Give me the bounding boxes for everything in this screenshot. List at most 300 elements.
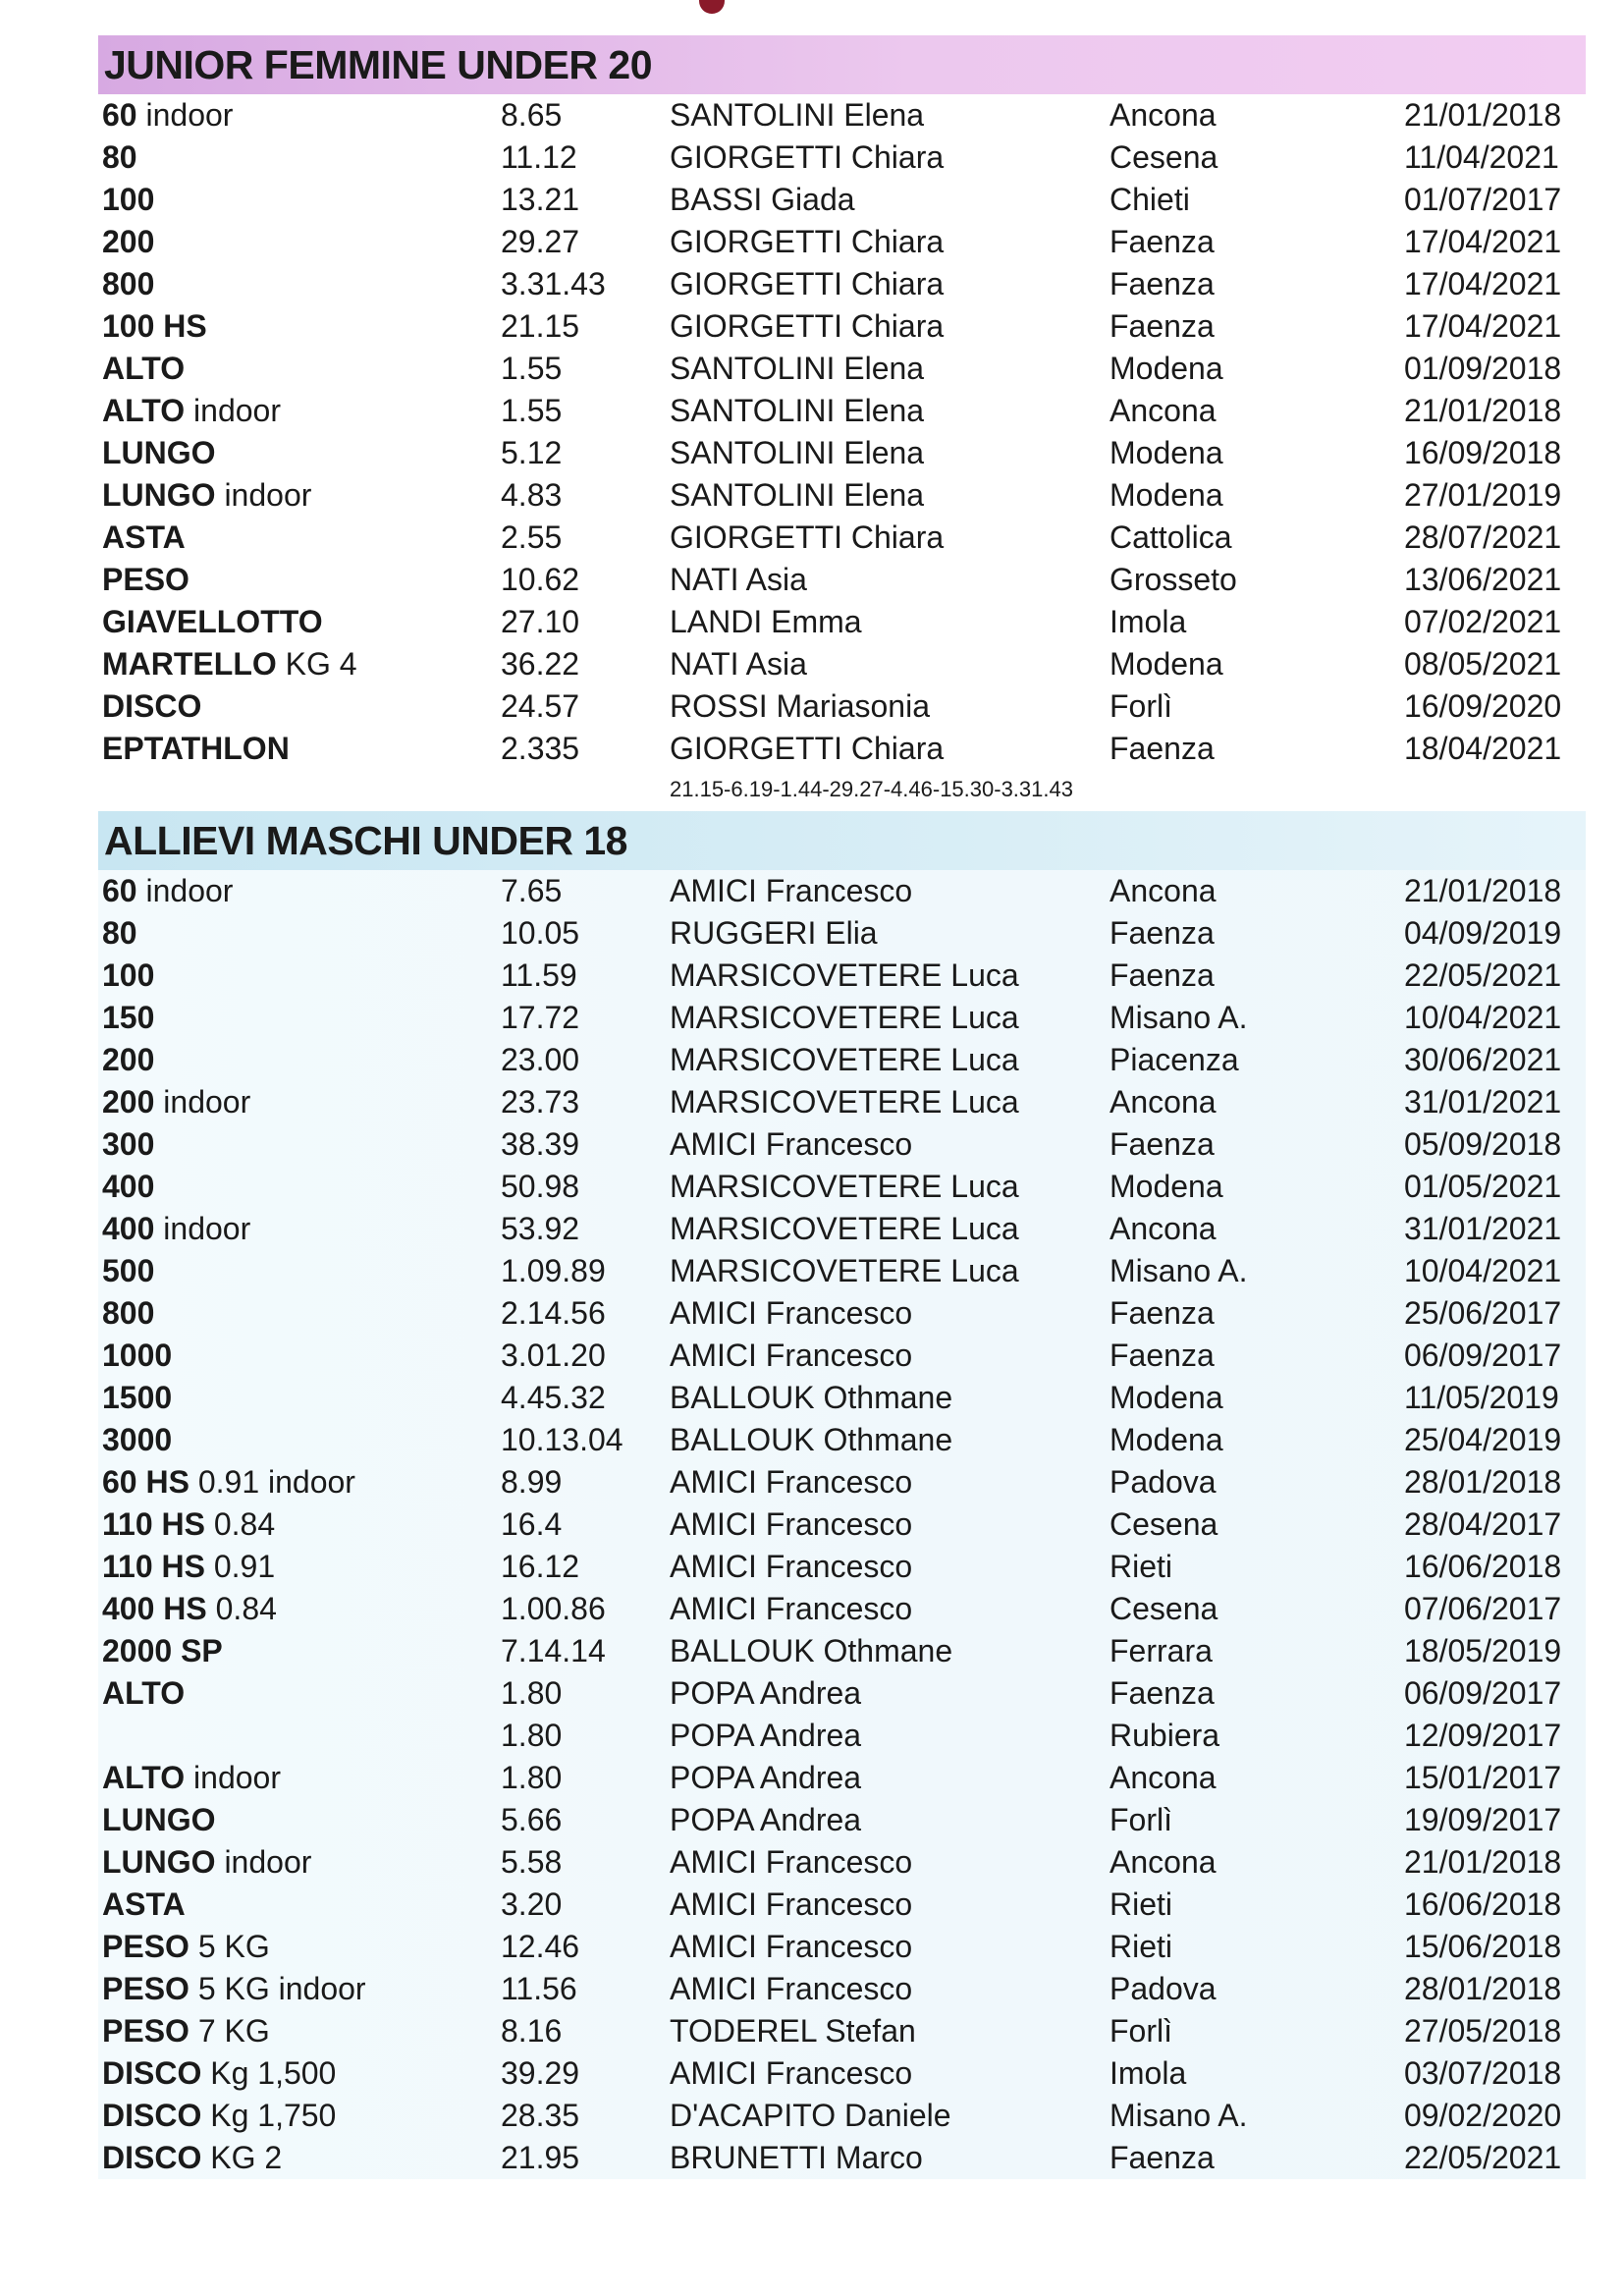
performance-cell: 24.57	[501, 688, 580, 724]
event-cell	[102, 474, 311, 517]
athlete-cell: MARSICOVETERE Luca	[670, 957, 1019, 993]
athlete-cell: MARSICOVETERE Luca	[670, 1042, 1019, 1077]
performance-cell: 1.80	[501, 1675, 563, 1711]
athlete-cell: SANTOLINI Elena	[670, 97, 925, 133]
table-row	[98, 1208, 1586, 1250]
event-name: 80	[102, 915, 137, 951]
athlete-cell: GIORGETTI Chiara	[670, 224, 945, 259]
performance-cell: 53.92	[501, 1211, 580, 1246]
event-cell	[102, 1039, 154, 1081]
athlete-cell: GIORGETTI Chiara	[670, 139, 945, 175]
event-name: 150	[102, 1000, 155, 1035]
city-cell: Imola	[1110, 2055, 1187, 2091]
event-name: LUNGO	[102, 1802, 216, 1837]
event-name: 110 HS	[102, 1506, 205, 1542]
date-cell: 09/02/2020	[1404, 2098, 1562, 2133]
table-row	[98, 955, 1586, 997]
athlete-cell: AMICI Francesco	[670, 1506, 913, 1542]
table-row	[98, 728, 1586, 770]
performance-cell: 1.80	[501, 1718, 563, 1753]
date-cell: 10/04/2021	[1404, 1000, 1562, 1035]
eptathlon-detail-text: 21.15-6.19-1.44-29.27-4.46-15.30-3.31.43	[670, 777, 1073, 801]
city-cell: Faenza	[1110, 266, 1215, 301]
city-cell: Modena	[1110, 351, 1223, 386]
city-cell: Ancona	[1110, 873, 1217, 908]
city-cell: Ancona	[1110, 1844, 1217, 1880]
athlete-cell: AMICI Francesco	[670, 1886, 913, 1922]
city-cell: Padova	[1110, 1464, 1217, 1500]
performance-cell: 1.09.89	[501, 1253, 606, 1288]
event-name: 500	[102, 1253, 155, 1288]
performance-cell: 7.65	[501, 873, 563, 908]
event-name: 1000	[102, 1338, 173, 1373]
city-cell: Grosseto	[1110, 562, 1237, 597]
date-cell: 03/07/2018	[1404, 2055, 1562, 2091]
event-name: 200	[102, 1084, 155, 1120]
date-cell: 21/01/2018	[1404, 393, 1562, 428]
performance-cell: 50.98	[501, 1169, 580, 1204]
athlete-cell: RUGGERI Elia	[670, 915, 878, 951]
event-cell	[102, 912, 137, 955]
event-spec: indoor	[185, 393, 281, 428]
event-cell	[102, 2010, 270, 2052]
eptathlon-detail	[98, 770, 1586, 809]
event-name: GIAVELLOTTO	[102, 604, 323, 639]
city-cell: Faenza	[1110, 1338, 1215, 1373]
city-cell: Ancona	[1110, 393, 1217, 428]
athlete-cell: AMICI Francesco	[670, 1971, 913, 2006]
city-cell: Cesena	[1110, 139, 1218, 175]
event-name: 200	[102, 224, 155, 259]
city-cell: Rubiera	[1110, 1718, 1220, 1753]
city-cell: Imola	[1110, 604, 1187, 639]
athlete-cell: BALLOUK Othmane	[670, 1633, 953, 1668]
event-name: MARTELLO	[102, 646, 277, 682]
event-cell	[102, 1630, 223, 1672]
table-row	[98, 1503, 1586, 1546]
event-name: 100	[102, 182, 155, 217]
date-cell: 04/09/2019	[1404, 915, 1562, 951]
event-name: PESO	[102, 1971, 189, 2006]
athlete-cell: SANTOLINI Elena	[670, 477, 925, 513]
event-cell	[102, 263, 154, 305]
performance-cell: 3.31.43	[501, 266, 606, 301]
athlete-cell: MARSICOVETERE Luca	[670, 1211, 1019, 1246]
athlete-cell: BALLOUK Othmane	[670, 1380, 953, 1415]
scan-mark	[699, 0, 725, 14]
event-name: EPTATHLON	[102, 731, 290, 766]
date-cell: 01/05/2021	[1404, 1169, 1562, 1204]
city-cell: Faenza	[1110, 2140, 1215, 2175]
event-cell	[102, 1335, 172, 1377]
table-row	[98, 997, 1586, 1039]
table-row	[98, 348, 1586, 390]
event-cell	[102, 1166, 154, 1208]
table-row	[98, 1757, 1586, 1799]
event-cell	[102, 1123, 154, 1166]
date-cell: 21/01/2018	[1404, 97, 1562, 133]
performance-cell: 5.12	[501, 435, 563, 470]
city-cell: Ferrara	[1110, 1633, 1213, 1668]
event-cell	[102, 2095, 336, 2137]
city-cell: Cesena	[1110, 1591, 1218, 1626]
athlete-cell: GIORGETTI Chiara	[670, 519, 945, 555]
event-name: PESO	[102, 1929, 189, 1964]
table-row	[98, 2052, 1586, 2095]
date-cell: 21/01/2018	[1404, 1844, 1562, 1880]
event-spec: KG 2	[201, 2140, 283, 2175]
date-cell: 07/06/2017	[1404, 1591, 1562, 1626]
event-cell	[102, 305, 207, 348]
event-cell	[102, 1672, 185, 1715]
athlete-cell: POPA Andrea	[670, 1675, 862, 1711]
event-name: ASTA	[102, 1886, 186, 1922]
event-cell	[102, 601, 323, 643]
performance-cell: 4.83	[501, 477, 563, 513]
performance-cell: 28.35	[501, 2098, 580, 2133]
event-spec: indoor	[154, 1084, 251, 1120]
event-name: 1500	[102, 1380, 173, 1415]
city-cell: Cesena	[1110, 1506, 1218, 1542]
city-cell: Modena	[1110, 1422, 1223, 1457]
athlete-cell: AMICI Francesco	[670, 1844, 913, 1880]
date-cell: 06/09/2017	[1404, 1675, 1562, 1711]
athlete-cell: AMICI Francesco	[670, 1295, 913, 1331]
date-cell: 19/09/2017	[1404, 1802, 1562, 1837]
date-cell: 28/01/2018	[1404, 1464, 1562, 1500]
athlete-cell: NATI Asia	[670, 646, 807, 682]
event-spec: 0.91 indoor	[189, 1464, 355, 1500]
table-row	[98, 2095, 1586, 2137]
event-name: 100	[102, 957, 155, 993]
city-cell: Faenza	[1110, 957, 1215, 993]
performance-cell: 3.20	[501, 1886, 563, 1922]
athlete-cell: MARSICOVETERE Luca	[670, 1253, 1019, 1288]
event-cell	[102, 348, 185, 390]
event-cell	[102, 728, 290, 770]
event-name: DISCO	[102, 2140, 202, 2175]
athlete-cell: SANTOLINI Elena	[670, 435, 925, 470]
athlete-cell: POPA Andrea	[670, 1802, 862, 1837]
city-cell: Ancona	[1110, 1084, 1217, 1120]
athlete-cell: AMICI Francesco	[670, 1464, 913, 1500]
event-cell	[102, 685, 201, 728]
table-row	[98, 1377, 1586, 1419]
city-cell: Modena	[1110, 477, 1223, 513]
table-row	[98, 517, 1586, 559]
table-row	[98, 1588, 1586, 1630]
event-spec: indoor	[185, 1760, 281, 1795]
event-spec: indoor	[215, 477, 312, 513]
city-cell: Ancona	[1110, 1760, 1217, 1795]
city-cell: Misano A.	[1110, 1253, 1248, 1288]
event-spec: 5 KG indoor	[189, 1971, 366, 2006]
date-cell: 27/01/2019	[1404, 477, 1562, 513]
performance-cell: 4.45.32	[501, 1380, 606, 1415]
city-cell: Modena	[1110, 435, 1223, 470]
table-row	[98, 1081, 1586, 1123]
city-cell: Rieti	[1110, 1929, 1173, 1964]
event-name: DISCO	[102, 688, 202, 724]
athlete-cell: AMICI Francesco	[670, 873, 913, 908]
athlete-cell: GIORGETTI Chiara	[670, 731, 945, 766]
athlete-cell: POPA Andrea	[670, 1718, 862, 1753]
event-name: 3000	[102, 1422, 173, 1457]
event-name: 800	[102, 266, 155, 301]
event-cell	[102, 390, 281, 432]
performance-cell: 5.66	[501, 1802, 563, 1837]
date-cell: 15/06/2018	[1404, 1929, 1562, 1964]
athlete-cell: MARSICOVETERE Luca	[670, 1084, 1019, 1120]
city-cell: Piacenza	[1110, 1042, 1239, 1077]
date-cell: 31/01/2021	[1404, 1211, 1562, 1246]
performance-cell: 5.58	[501, 1844, 563, 1880]
performance-cell: 16.4	[501, 1506, 563, 1542]
city-cell: Forlì	[1110, 688, 1172, 724]
performance-cell: 10.62	[501, 562, 580, 597]
date-cell: 06/09/2017	[1404, 1338, 1562, 1373]
city-cell: Padova	[1110, 1971, 1217, 2006]
event-cell	[102, 1250, 154, 1292]
table-row	[98, 643, 1586, 685]
event-cell	[102, 1461, 355, 1503]
date-cell: 15/01/2017	[1404, 1760, 1562, 1795]
date-cell: 22/05/2021	[1404, 957, 1562, 993]
athlete-cell: POPA Andrea	[670, 1760, 862, 1795]
event-cell	[102, 517, 186, 559]
performance-cell: 11.12	[501, 139, 577, 175]
table-row	[98, 1884, 1586, 1926]
athlete-cell: D'ACAPITO Daniele	[670, 2098, 951, 2133]
table-row	[98, 1039, 1586, 1081]
athlete-cell: AMICI Francesco	[670, 1338, 913, 1373]
city-cell: Chieti	[1110, 182, 1190, 217]
date-cell: 30/06/2021	[1404, 1042, 1562, 1077]
event-cell	[102, 1292, 154, 1335]
date-cell: 17/04/2021	[1404, 308, 1562, 344]
athlete-cell: AMICI Francesco	[670, 1126, 913, 1162]
event-spec: 0.91	[204, 1549, 276, 1584]
event-name: 60	[102, 873, 137, 908]
date-cell: 11/05/2019	[1404, 1380, 1559, 1415]
event-name: 80	[102, 139, 137, 175]
event-name: ALTO	[102, 393, 186, 428]
date-cell: 16/06/2018	[1404, 1886, 1562, 1922]
athlete-cell: BASSI Giada	[670, 182, 855, 217]
date-cell: 18/04/2021	[1404, 731, 1562, 766]
performance-cell: 36.22	[501, 646, 580, 682]
city-cell: Cattolica	[1110, 519, 1232, 555]
event-cell	[102, 870, 233, 912]
table-row	[98, 1841, 1586, 1884]
performance-cell: 38.39	[501, 1126, 580, 1162]
athlete-cell: AMICI Francesco	[670, 1929, 913, 1964]
table-row	[98, 2137, 1586, 2179]
table-row	[98, 601, 1586, 643]
date-cell: 16/09/2020	[1404, 688, 1562, 724]
city-cell: Forlì	[1110, 2013, 1172, 2049]
athlete-cell: GIORGETTI Chiara	[670, 266, 945, 301]
records-list	[98, 870, 1586, 2179]
event-name: 300	[102, 1126, 155, 1162]
table-row	[98, 1250, 1586, 1292]
date-cell: 18/05/2019	[1404, 1633, 1562, 1668]
performance-cell: 2.335	[501, 731, 580, 766]
city-cell: Forlì	[1110, 1802, 1172, 1837]
event-name: ASTA	[102, 519, 186, 555]
table-row	[98, 1630, 1586, 1672]
performance-cell: 23.00	[501, 1042, 580, 1077]
performance-cell: 11.56	[501, 1971, 577, 2006]
event-cell	[102, 955, 154, 997]
table-row	[98, 305, 1586, 348]
table-row	[98, 137, 1586, 179]
event-spec: Kg 1,750	[201, 2098, 337, 2133]
city-cell: Misano A.	[1110, 1000, 1248, 1035]
section-junior-femmine	[98, 35, 1586, 809]
performance-cell: 10.05	[501, 915, 580, 951]
event-name: 200	[102, 1042, 155, 1077]
date-cell: 07/02/2021	[1404, 604, 1562, 639]
event-spec: indoor	[154, 1211, 251, 1246]
event-cell	[102, 1081, 250, 1123]
event-cell	[102, 1968, 366, 2010]
performance-cell: 39.29	[501, 2055, 580, 2091]
date-cell: 13/06/2021	[1404, 562, 1562, 597]
athlete-cell: AMICI Francesco	[670, 1591, 913, 1626]
city-cell: Rieti	[1110, 1886, 1173, 1922]
performance-cell: 1.55	[501, 351, 563, 386]
table-row	[98, 263, 1586, 305]
event-cell	[102, 643, 357, 685]
event-name: ALTO	[102, 351, 186, 386]
event-spec: Kg 1,500	[201, 2055, 337, 2091]
event-cell	[102, 179, 154, 221]
performance-cell: 1.55	[501, 393, 563, 428]
city-cell: Faenza	[1110, 224, 1215, 259]
event-cell	[102, 1503, 275, 1546]
athlete-cell: AMICI Francesco	[670, 2055, 913, 2091]
event-name: 60	[102, 97, 137, 133]
athlete-cell: SANTOLINI Elena	[670, 351, 925, 386]
athlete-cell: ROSSI Mariasonia	[670, 688, 930, 724]
performance-cell: 21.15	[501, 308, 580, 344]
event-spec: 0.84	[206, 1591, 277, 1626]
table-row	[98, 474, 1586, 517]
event-cell	[102, 1884, 186, 1926]
city-cell: Faenza	[1110, 731, 1215, 766]
table-row	[98, 1546, 1586, 1588]
event-name: 800	[102, 1295, 155, 1331]
performance-cell: 27.10	[501, 604, 580, 639]
athlete-cell: NATI Asia	[670, 562, 807, 597]
event-cell	[102, 1377, 172, 1419]
event-name: ALTO	[102, 1675, 186, 1711]
date-cell: 28/07/2021	[1404, 519, 1562, 555]
date-cell: 25/04/2019	[1404, 1422, 1562, 1457]
table-row	[98, 1968, 1586, 2010]
performance-cell: 29.27	[501, 224, 580, 259]
date-cell: 28/01/2018	[1404, 1971, 1562, 2006]
event-cell	[102, 1588, 277, 1630]
event-name: DISCO	[102, 2098, 202, 2133]
table-row	[98, 1926, 1586, 1968]
event-cell	[102, 94, 233, 137]
date-cell: 31/01/2021	[1404, 1084, 1562, 1120]
event-spec: indoor	[136, 873, 234, 908]
athlete-cell: AMICI Francesco	[670, 1549, 913, 1584]
date-cell: 01/07/2017	[1404, 182, 1562, 217]
table-row	[98, 221, 1586, 263]
date-cell: 17/04/2021	[1404, 266, 1562, 301]
event-spec: indoor	[136, 97, 234, 133]
performance-cell: 10.13.04	[501, 1422, 623, 1457]
table-row	[98, 2010, 1586, 2052]
event-name: LUNGO	[102, 435, 216, 470]
performance-cell: 13.21	[501, 182, 580, 217]
section-allievi-maschi	[98, 811, 1586, 2179]
city-cell: Modena	[1110, 1380, 1223, 1415]
performance-cell: 21.95	[501, 2140, 580, 2175]
event-spec: 7 KG	[189, 2013, 270, 2049]
table-row	[98, 1799, 1586, 1841]
event-spec: KG 4	[276, 646, 357, 682]
date-cell: 05/09/2018	[1404, 1126, 1562, 1162]
performance-cell: 7.14.14	[501, 1633, 606, 1668]
event-cell	[102, 559, 189, 601]
table-row	[98, 432, 1586, 474]
table-row	[98, 685, 1586, 728]
athlete-cell: BRUNETTI Marco	[670, 2140, 923, 2175]
table-row	[98, 179, 1586, 221]
table-row	[98, 1715, 1586, 1757]
event-name: 400	[102, 1211, 155, 1246]
date-cell: 01/09/2018	[1404, 351, 1562, 386]
performance-cell: 8.99	[501, 1464, 563, 1500]
table-row	[98, 1292, 1586, 1335]
performance-cell: 12.46	[501, 1929, 580, 1964]
performance-cell: 1.80	[501, 1760, 563, 1795]
date-cell: 25/06/2017	[1404, 1295, 1562, 1331]
table-row	[98, 1461, 1586, 1503]
performance-cell: 8.16	[501, 2013, 563, 2049]
event-cell	[102, 1799, 216, 1841]
event-name: PESO	[102, 2013, 189, 2049]
date-cell: 27/05/2018	[1404, 2013, 1562, 2049]
date-cell: 16/06/2018	[1404, 1549, 1562, 1584]
event-cell	[102, 1208, 250, 1250]
event-cell	[102, 137, 137, 179]
event-cell	[102, 221, 154, 263]
date-cell: 08/05/2021	[1404, 646, 1562, 682]
city-cell: Modena	[1110, 646, 1223, 682]
city-cell: Faenza	[1110, 1126, 1215, 1162]
event-name: 400 HS	[102, 1591, 207, 1626]
athlete-cell: TODEREL Stefan	[670, 2013, 916, 2049]
event-name: 100 HS	[102, 308, 207, 344]
event-cell	[102, 432, 216, 474]
performance-cell: 1.00.86	[501, 1591, 606, 1626]
city-cell: Ancona	[1110, 97, 1217, 133]
performance-cell: 17.72	[501, 1000, 580, 1035]
records-list	[98, 94, 1586, 770]
event-spec: indoor	[215, 1844, 312, 1880]
table-row	[98, 1166, 1586, 1208]
performance-cell: 2.14.56	[501, 1295, 606, 1331]
athlete-cell: MARSICOVETERE Luca	[670, 1169, 1019, 1204]
section-title: ALLIEVI MASCHI UNDER 18	[98, 811, 1586, 870]
event-cell	[102, 1419, 172, 1461]
